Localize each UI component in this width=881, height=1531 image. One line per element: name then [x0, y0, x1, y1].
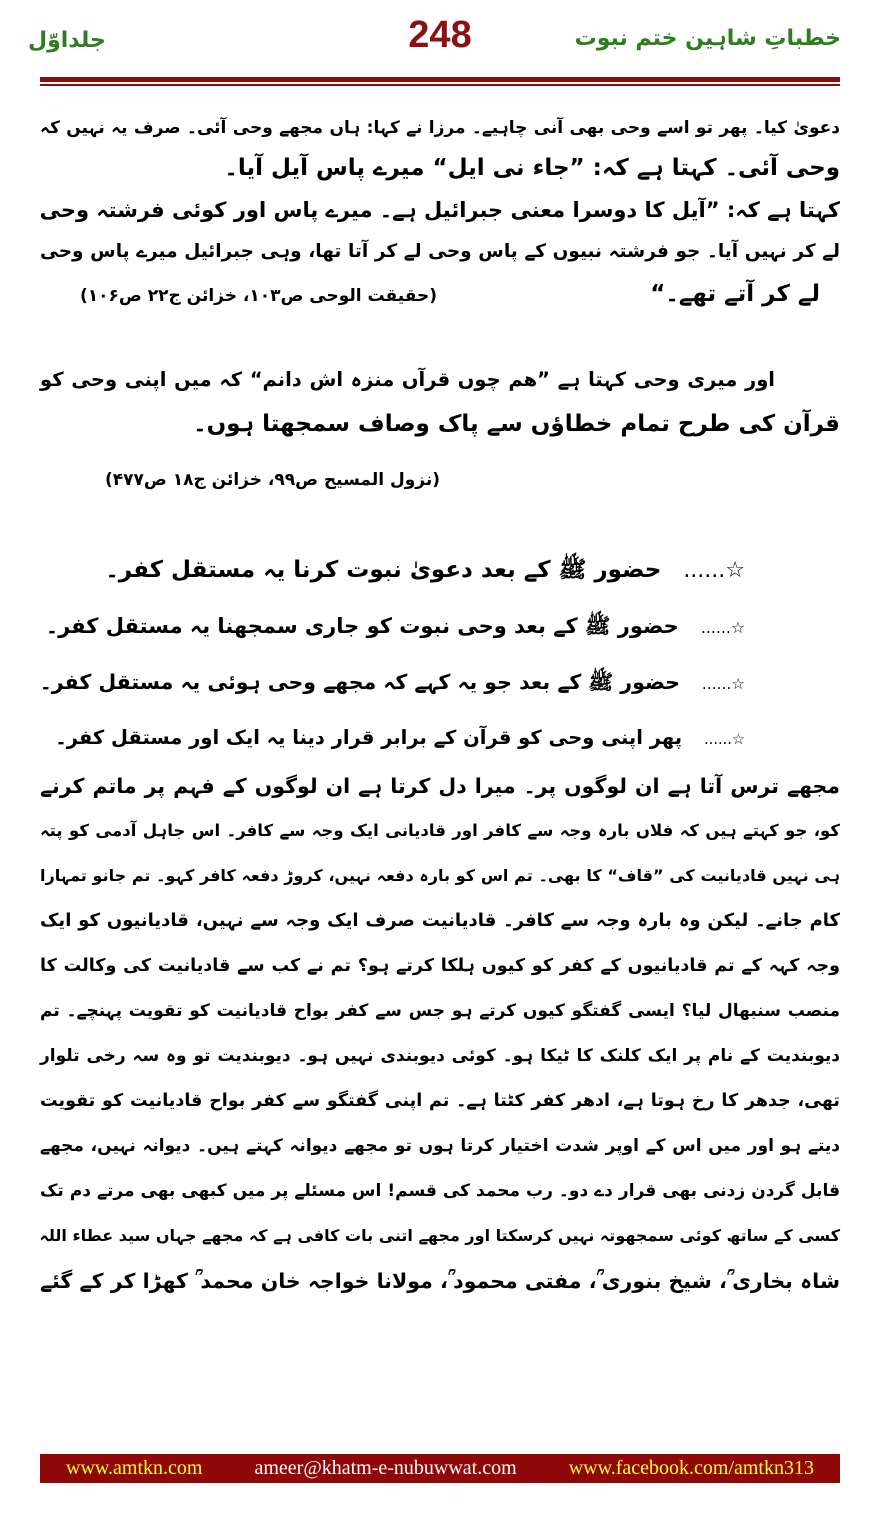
- facebook-link[interactable]: www.facebook.com/amtkn313: [568, 1457, 814, 1479]
- text-line: اور میری وحی کہتا ہے ”ھم چوں قرآں منزہ اش دانم“ کہ میں اپنی وحی کو: [40, 368, 775, 391]
- text-line: دیوبندیت کے نام پر ایک کلنک کا ٹیکا ہو۔ کوئی دیوبندی نہیں ہو۔ دیوبندیت تو وہ سہ رخی تلوار: [40, 1046, 840, 1066]
- text-line-with-citation: [40, 276, 820, 314]
- bullet-item: [40, 552, 745, 589]
- text-line: کو، جو کہتے ہیں کہ فلاں بارہ وجہ سے کافر اور قادیانی ایک وجہ سے کافر۔ اس جاہل آدمی کو پتہ: [40, 821, 840, 840]
- volume-label: جلداوّل: [28, 28, 106, 53]
- bullet-text: حضور ﷺ کے بعد جو یہ کہے کہ مجھے وحی ہوئی یہ مستقل کفر۔: [39, 670, 680, 694]
- text-line: دیتے ہو اور میں اس کے اوپر شدت اختیار کرتا ہوں تو مجھے دیوانہ کہتے ہیں۔ دیوانہ نہیں، مجھے: [40, 1136, 840, 1156]
- footer-bar: [40, 1454, 840, 1483]
- bullet-text: حضور ﷺ کے بعد وحی نبوت کو جاری سمجھنا یہ مستقل کفر۔: [45, 614, 679, 638]
- text-line: کہتا ہے کہ: ”آیل کا دوسرا معنی جبرائیل ہے۔ میرے پاس اور کوئی فرشتہ وحی: [39, 198, 840, 222]
- text-line: کسی کے ساتھ کوئی سمجھوتہ نہیں کرسکتا اور مجھے اتنی بات کافی ہے کہ مجھے جہاں سید عطاء اللہ: [39, 1226, 840, 1245]
- text-line: قرآن کی طرح تمام خطاؤں سے پاک وصاف سمجھتا ہوں۔: [193, 411, 840, 437]
- text-line: وحی آئی۔ کہتا ہے کہ: ”جاء نی ایل“ میرے پاس آیل آیا۔: [224, 155, 840, 181]
- email-link[interactable]: ameer@khatm-e-nubuwwat.com: [254, 1457, 517, 1479]
- bullet-text: حضور ﷺ کے بعد دعویٰ نبوت کرنا یہ مستقل کفر۔: [105, 557, 662, 583]
- star-icon: ☆......: [700, 618, 745, 637]
- citation: (حقیقت الوحی ص۱۰۳، خزائن ج۲۲ ص۱۰۶): [80, 286, 437, 306]
- text-line: ہی نہیں قادیانیت کی ”قاف“ کا بھی۔ تم اس کو بارہ دفعہ نہیں، کروڑ دفعہ کافر کہو۔ تم جانو تمہارا: [40, 866, 840, 885]
- text-line: لے کر آتے تھے۔“: [650, 281, 820, 307]
- text-line: کام جانے۔ لیکن وہ بارہ وجہ سے کافر۔ قادیانیت صرف ایک وجہ سے نہیں، قادیانیوں کو ایک: [40, 910, 840, 931]
- header-rule-thick: [40, 77, 840, 82]
- bullet-text: پھر اپنی وحی کو قرآن کے برابر قرار دینا یہ ایک اور مستقل کفر۔: [55, 726, 683, 749]
- text-line: لے کر نہیں آیا۔ جو فرشتہ نبیوں کے پاس وحی لے کر آتا تھا، وہی جبرائیل میرے پاس وحی: [40, 241, 840, 262]
- star-icon: ☆......: [683, 558, 745, 583]
- header-rule-thin: [40, 84, 840, 86]
- text-line: مجھے ترس آتا ہے ان لوگوں پر۔ میرا دل کرتا ہے ان لوگوں کے فہم پر ماتم کرنے: [40, 774, 840, 798]
- citation: (نزول المسیح ص۹۹، خزائن ج۱۸ ص۴۷۷): [105, 470, 440, 490]
- text-line: دعویٰ کیا۔ پھر تو اسے وحی بھی آنی چاہیے۔ مرزا نے کہا: ہاں مجھے وحی آئی۔ صرف یہ نہیں کہ: [40, 118, 840, 138]
- bullet-item: [40, 608, 745, 646]
- text-line: منصب سنبھال لیا؟ ایسی گفتگو کیوں کرتے ہو جس سے کفر بواح قادیانیت کو تقویت پہنچے۔ تم: [40, 1001, 840, 1021]
- star-icon: ☆......: [704, 731, 745, 748]
- website-link[interactable]: www.amtkn.com: [66, 1457, 203, 1479]
- text-line: تھی، جدھر کا رخ ہوتا ہے، ادھر کفر کٹتا ہے۔ تم اپنی گفتگو سے کفر بواح قادیانیت کو تقویت: [40, 1091, 840, 1111]
- star-icon: ☆......: [701, 675, 745, 693]
- text-line: قابل گردن زدنی بھی قرار دے دو۔ رب محمد کی قسم! اس مسئلے پر میں کبھی بھی مرتے دم تک: [40, 1181, 840, 1201]
- text-line: شاہ بخاری ؒ، شیخ بنوری ؒ، مفتی محمود ؒ، مولانا خواجہ خان محمد ؒ کھڑا کر کے گئے: [40, 1269, 840, 1293]
- text-line: وجہ کہہ کے تم قادیانیوں کے کفر کو کیوں ہلکا کرتے ہو؟ تم نے کب سے قادیانیت کی وکالت کا: [40, 956, 840, 976]
- bullet-item: [40, 664, 745, 702]
- book-title: خطباتِ شاہین ختم نبوت: [574, 26, 841, 51]
- bullet-item: [40, 720, 745, 758]
- page-number: 248: [408, 14, 472, 56]
